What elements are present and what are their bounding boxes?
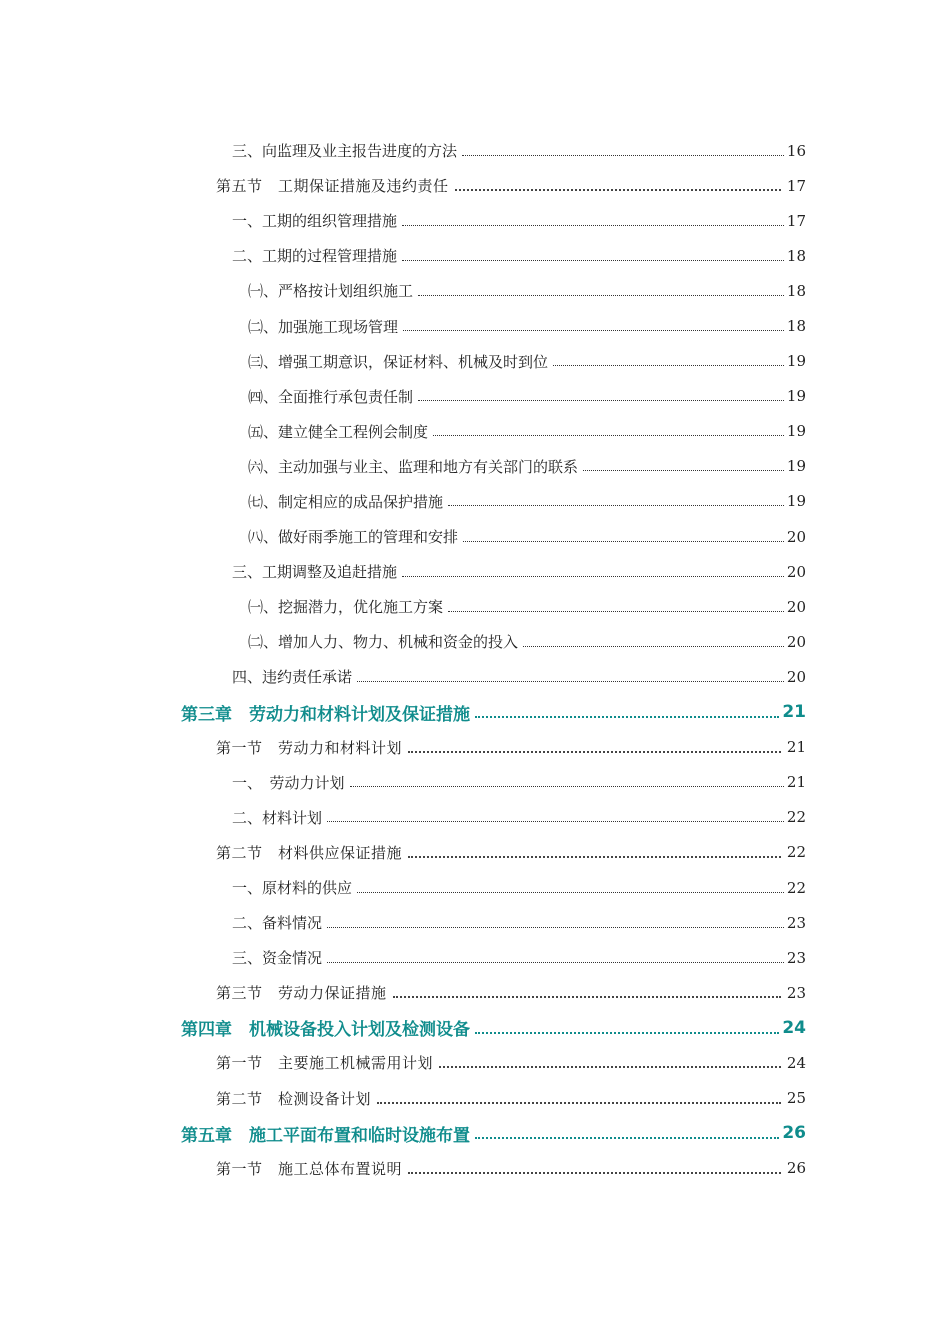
toc-leader-dots [448,610,784,612]
toc-leader-dots [439,1065,781,1068]
table-of-contents [0,133,950,1186]
toc-entry-title: 三、工期调整及追赶措施 [232,563,398,582]
toc-leader-dots [523,645,784,647]
toc-page-number: 19 [786,352,806,371]
toc-entry-sub[interactable] [0,414,806,449]
toc-page-number: 20 [786,527,806,546]
toc-page-number: 19 [786,422,806,441]
toc-leader-dots [462,154,784,156]
toc-leader-dots [433,434,784,436]
toc-entry-sub[interactable] [0,344,806,379]
toc-entry-item[interactable] [0,203,806,238]
toc-leader-dots [327,820,784,822]
toc-page-number: 24 [782,1017,806,1038]
toc-page-number: 22 [786,878,806,897]
toc-entry-title: 二、备料情况 [232,914,323,933]
toc-entry-title: 第五节 工期保证措施及违约责任 [216,177,449,196]
toc-entry-chapter[interactable] [0,695,806,730]
toc-leader-dots [402,259,784,261]
toc-entry-chapter[interactable] [0,1116,806,1151]
toc-entry-title: 一、 劳动力计划 [232,773,345,792]
toc-entry-title: ㈤、建立健全工程例会制度 [248,422,429,441]
toc-entry-title: 三、资金情况 [232,949,323,968]
toc-page-number: 17 [786,176,806,195]
toc-entry-title: ㈢、增强工期意识，保证材料、机械及时到位 [248,352,549,371]
toc-entry-title: 第三章 劳动力和材料计划及保证措施 [181,704,470,725]
toc-page-number: 18 [786,246,806,265]
toc-leader-dots [402,575,784,577]
toc-entry-sub[interactable] [0,624,806,659]
toc-entry-title: 一、原材料的供应 [232,879,353,898]
toc-leader-dots [393,995,781,998]
toc-entry-title: 三、向监理及业主报告进度的方法 [232,142,458,161]
toc-leader-dots [327,961,784,963]
toc-entry-item[interactable] [0,800,806,835]
toc-entry-sub[interactable] [0,484,806,519]
toc-leader-dots [583,469,784,471]
toc-entry-title: 第三节 劳动力保证措施 [216,984,387,1003]
toc-page-number: 20 [786,632,806,651]
toc-page-number: 19 [786,457,806,476]
toc-leader-dots [408,855,781,858]
toc-leader-dots [475,1136,779,1139]
toc-page-number: 22 [786,808,806,827]
toc-leader-dots [402,224,784,226]
toc-entry-title: 第一节 劳动力和材料计划 [216,738,403,757]
toc-entry-item[interactable] [0,765,806,800]
toc-entry-title: 第四章 机械设备投入计划及检测设备 [181,1020,470,1041]
toc-page-number: 21 [782,702,806,723]
toc-entry-sub[interactable] [0,379,806,414]
toc-page-number: 26 [782,1123,806,1144]
toc-entry-title: ㈠、严格按计划组织施工 [248,282,414,301]
toc-page-number: 23 [786,983,806,1002]
toc-leader-dots [350,785,784,787]
toc-page-number: 20 [786,667,806,686]
toc-page-number: 20 [786,597,806,616]
toc-entry-title: 第一节 主要施工机械需用计划 [216,1054,434,1073]
toc-entry-item[interactable] [0,238,806,273]
toc-leader-dots [475,1031,779,1034]
toc-entry-section[interactable] [0,1045,806,1080]
toc-entry-title: 四、违约责任承诺 [232,668,353,687]
toc-page-number: 23 [786,913,806,932]
toc-page-number: 16 [786,141,806,160]
toc-leader-dots [553,364,784,366]
toc-entry-title: 第二节 检测设备计划 [216,1089,372,1108]
toc-entry-item[interactable] [0,870,806,905]
toc-leader-dots [357,891,784,893]
toc-entry-sub[interactable] [0,449,806,484]
toc-entry-title: ㈥、主动加强与业主、监理和地方有关部门的联系 [248,457,579,476]
toc-entry-title: ㈦、制定相应的成品保护措施 [248,492,444,511]
toc-page-number: 24 [786,1053,806,1072]
toc-leader-dots [418,399,784,401]
toc-entry-item[interactable] [0,554,806,589]
toc-page-number: 19 [786,387,806,406]
toc-leader-dots [408,1171,781,1174]
toc-page-number: 22 [786,843,806,862]
toc-page-number: 18 [786,317,806,336]
toc-entry-section[interactable] [0,730,806,765]
toc-entry-section[interactable] [0,168,806,203]
toc-entry-title: ㈠、挖掘潜力，优化施工方案 [248,598,444,617]
toc-page-number: 19 [786,492,806,511]
toc-entry-section[interactable] [0,1081,806,1116]
toc-entry-title: 第一节 施工总体布置说明 [216,1159,403,1178]
toc-entry-title: ㈧、做好雨季施工的管理和安排 [248,528,459,547]
toc-entry-section[interactable] [0,975,806,1010]
toc-entry-title: ㈡、增加人力、物力、机械和资金的投入 [248,633,519,652]
toc-entry-title: ㈡、加强施工现场管理 [248,317,399,336]
toc-entry-section[interactable] [0,1151,806,1186]
toc-leader-dots [408,750,781,753]
toc-entry-item[interactable] [0,133,806,168]
toc-entry-title: 一、工期的组织管理措施 [232,212,398,231]
toc-entry-sub[interactable] [0,589,806,624]
toc-leader-dots [455,188,781,191]
toc-page-number: 25 [786,1089,806,1108]
toc-entry-sub[interactable] [0,308,806,343]
toc-entry-title: 第五章 施工平面布置和临时设施布置 [181,1125,470,1146]
toc-entry-chapter[interactable] [0,1010,806,1045]
toc-leader-dots [463,540,784,542]
toc-leader-dots [403,329,784,331]
toc-leader-dots [418,294,784,296]
toc-entry-sub[interactable] [0,273,806,308]
toc-entry-title: 二、材料计划 [232,808,323,827]
toc-entry-item[interactable] [0,659,806,694]
toc-page-number: 20 [786,562,806,581]
toc-page-number: 18 [786,281,806,300]
toc-entry-title: 第二节 材料供应保证措施 [216,843,403,862]
toc-page-number: 21 [786,738,806,757]
toc-entry-sub[interactable] [0,519,806,554]
toc-leader-dots [448,504,784,506]
toc-page-number: 26 [786,1159,806,1178]
toc-entry-title: 二、工期的过程管理措施 [232,247,398,266]
toc-entry-section[interactable] [0,835,806,870]
toc-leader-dots [475,715,779,718]
toc-entry-title: ㈣、全面推行承包责任制 [248,387,414,406]
toc-entry-item[interactable] [0,940,806,975]
toc-leader-dots [327,926,784,928]
toc-page-number: 21 [786,773,806,792]
toc-entry-item[interactable] [0,905,806,940]
toc-page-number: 17 [786,211,806,230]
toc-leader-dots [377,1101,781,1104]
toc-page-number: 23 [786,948,806,967]
toc-leader-dots [357,680,784,682]
